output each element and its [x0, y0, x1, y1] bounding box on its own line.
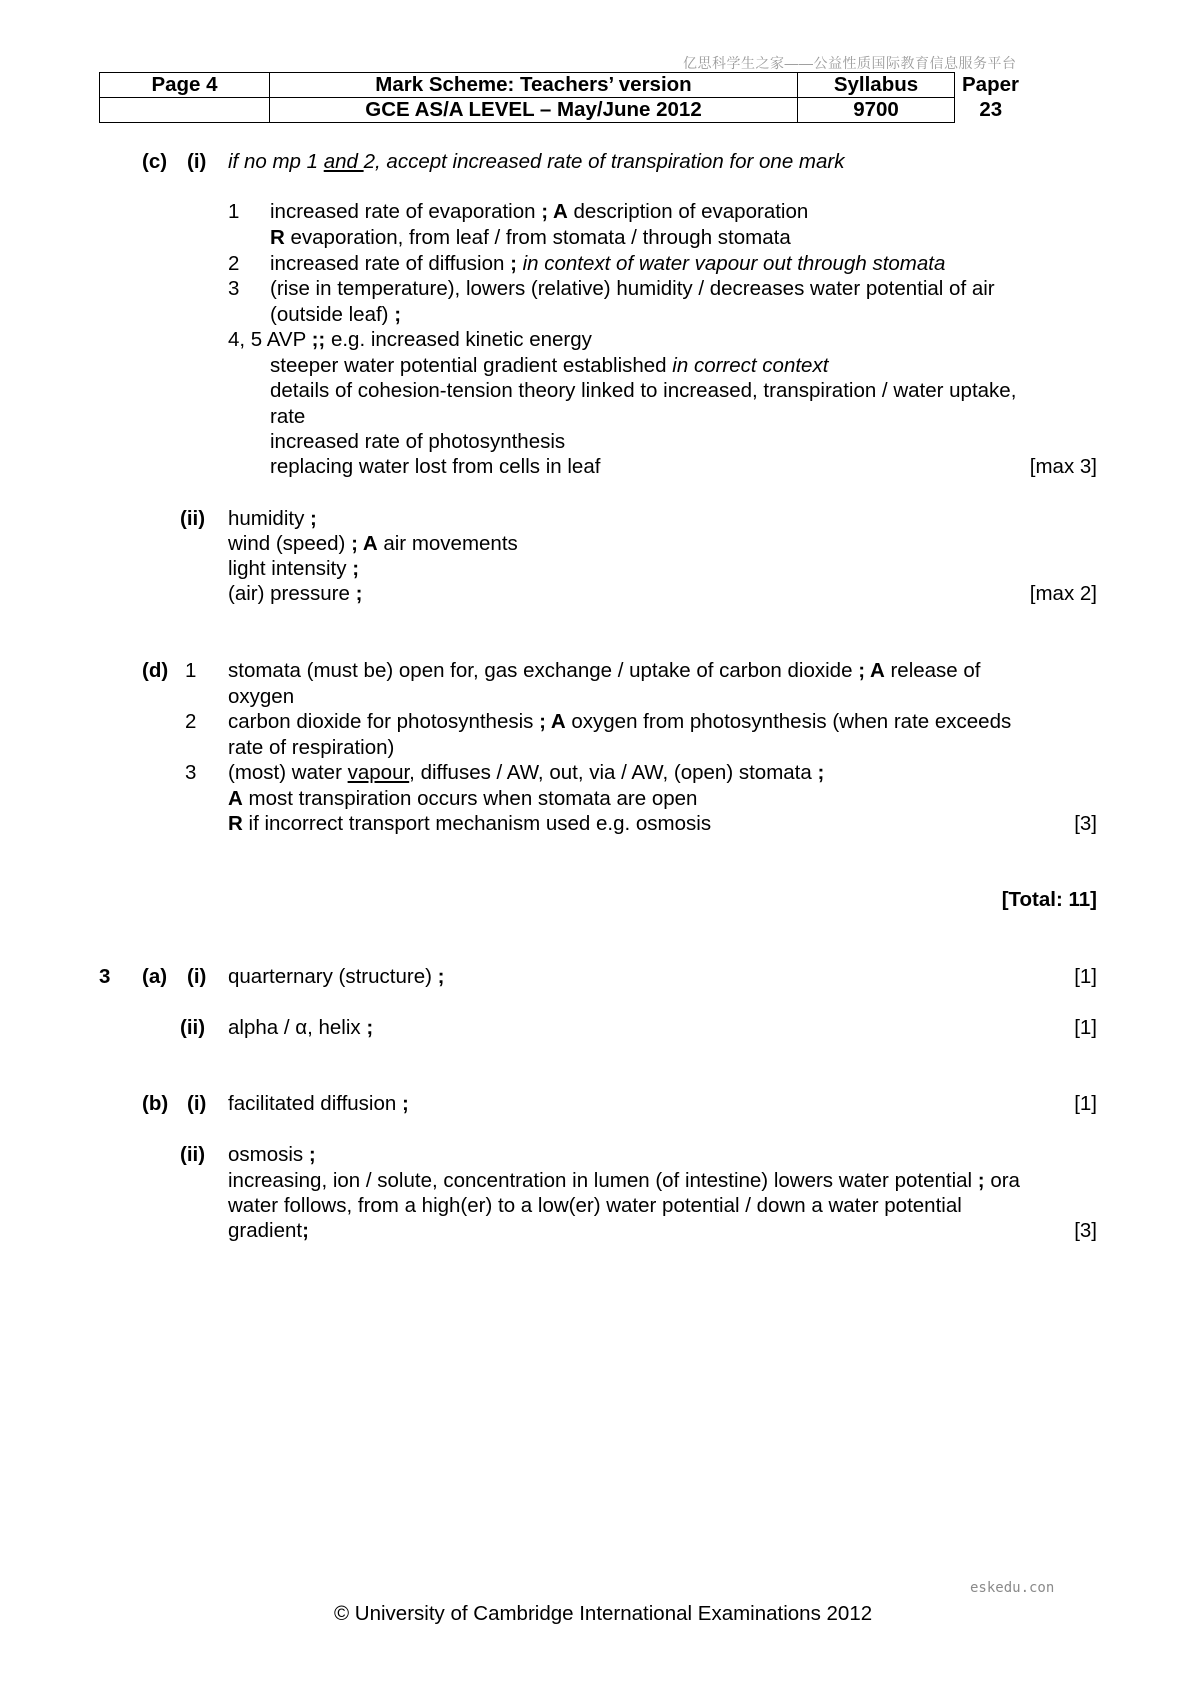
header-table [99, 72, 1027, 123]
q3a-ii-answer: alpha / α, helix ; [228, 1016, 374, 1039]
q3a-ii-label: (ii) [180, 1016, 206, 1039]
q2c-line-5: (outside leaf) ; [270, 303, 402, 326]
q2d-part-label: (d) [142, 659, 169, 682]
header-syllabus: 9700 [798, 98, 955, 123]
q2c-ii-line-3: light intensity ; [228, 557, 360, 580]
q2c-point-number: 3 [228, 277, 240, 300]
q3a-i-answer: quarternary (structure) ; [228, 965, 445, 988]
q2c-i-label: (i) [187, 150, 207, 173]
watermark-text: 亿思科学生之家——公益性质国际教育信息服务平台 [683, 55, 1017, 71]
q3b-part-label: (b) [142, 1092, 169, 1115]
header-page: Page 4 [100, 73, 270, 98]
q3b-ii-line-2: increasing, ion / solute, concentration in lumen (of intestine) lowers water potential ; ora [228, 1169, 1020, 1192]
q2d-line-2: oxygen [228, 685, 295, 708]
q2c-ii-line-2: wind (speed) ; A air movements [228, 532, 518, 555]
header-empty-cell [100, 98, 270, 123]
q2d-point-number: 3 [185, 761, 197, 784]
q2c-line-2: R evaporation, from leaf / from stomata / through stomata [270, 226, 791, 249]
q2c-ii-line-4: (air) pressure ; [228, 582, 363, 605]
header-exam: GCE AS/A LEVEL – May/June 2012 [270, 98, 798, 123]
q3b-i-mark: [1] [1074, 1092, 1097, 1115]
q3b-i-answer: facilitated diffusion ; [228, 1092, 409, 1115]
q2d-mark: [3] [1074, 812, 1097, 835]
q2c-point-number: 2 [228, 252, 240, 275]
q2d-line-7: R if incorrect transport mechanism used e.g. osmosis [228, 812, 712, 835]
q2c-part-label: (c) [142, 150, 168, 173]
header-title: Mark Scheme: Teachers’ version [270, 73, 798, 98]
q2c-point-number: 1 [228, 200, 240, 223]
q3b-ii-line-1: osmosis ; [228, 1143, 316, 1166]
q2d-line-5: (most) water vapour, diffuses / AW, out, via / AW, (open) stomata ; [228, 761, 825, 784]
q2c-ii-line-1: humidity ; [228, 507, 317, 530]
q2c-avp-line: 4, 5 AVP ;; e.g. increased kinetic energy [228, 328, 592, 351]
watermark-bottom: eskedu.con [970, 1580, 1055, 1596]
q2c-line-8: rate [270, 405, 306, 428]
q2d-point-number: 1 [185, 659, 197, 682]
header-paper: 23 [979, 98, 1003, 121]
q3a-i-mark: [1] [1074, 965, 1097, 988]
q2c-line-10: replacing water lost from cells in leaf [270, 455, 601, 478]
q2c-i-note: if no mp 1 and 2, accept increased rate of transpiration for one mark [228, 150, 845, 173]
q2c-ii-mark: [max 2] [1029, 582, 1097, 605]
q2c-line-3: increased rate of diffusion ; in context of water vapour out through stomata [270, 252, 946, 275]
header-syllabus-label: Syllabus [798, 73, 955, 98]
q2c-i-mark: [max 3] [1029, 455, 1097, 478]
q2c-line-1: increased rate of evaporation ; A description of evaporation [270, 200, 809, 223]
q2c-ii-label: (ii) [180, 507, 206, 530]
q3b-ii-mark: [3] [1074, 1219, 1097, 1242]
q2d-line-6: A most transpiration occurs when stomata are open [228, 787, 698, 810]
q3a-ii-mark: [1] [1074, 1016, 1097, 1039]
q2c-line-7: details of cohesion-tension theory linked to increased, transpiration / water uptake, [270, 379, 1017, 402]
q3a-i-label: (i) [187, 965, 207, 988]
q3b-ii-line-4: gradient; [228, 1219, 309, 1242]
q2d-line-4: rate of respiration) [228, 736, 395, 759]
q3a-part-label: (a) [142, 965, 168, 988]
q2c-line-4: (rise in temperature), lowers (relative) humidity / decreases water potential of air [270, 277, 995, 300]
q2d-line-1: stomata (must be) open for, gas exchange / uptake of carbon dioxide ; A release of [228, 659, 981, 682]
q3b-ii-label: (ii) [180, 1143, 206, 1166]
q2c-line-9: increased rate of photosynthesis [270, 430, 566, 453]
q2d-point-number: 2 [185, 710, 197, 733]
q2c-line-6: steeper water potential gradient established in correct context [270, 354, 829, 377]
q3-number: 3 [99, 965, 111, 988]
q3b-ii-line-3: water follows, from a high(er) to a low(er) water potential / down a water potential [228, 1194, 962, 1217]
footer-copyright: © University of Cambridge International Examinations 2012 [334, 1602, 873, 1625]
q2d-line-3: carbon dioxide for photosynthesis ; A oxygen from photosynthesis (when rate exceeds [228, 710, 1012, 733]
q2-total: [Total: 11] [1001, 888, 1097, 911]
q3b-i-label: (i) [187, 1092, 207, 1115]
header-paper-label: Paper [962, 73, 1019, 96]
